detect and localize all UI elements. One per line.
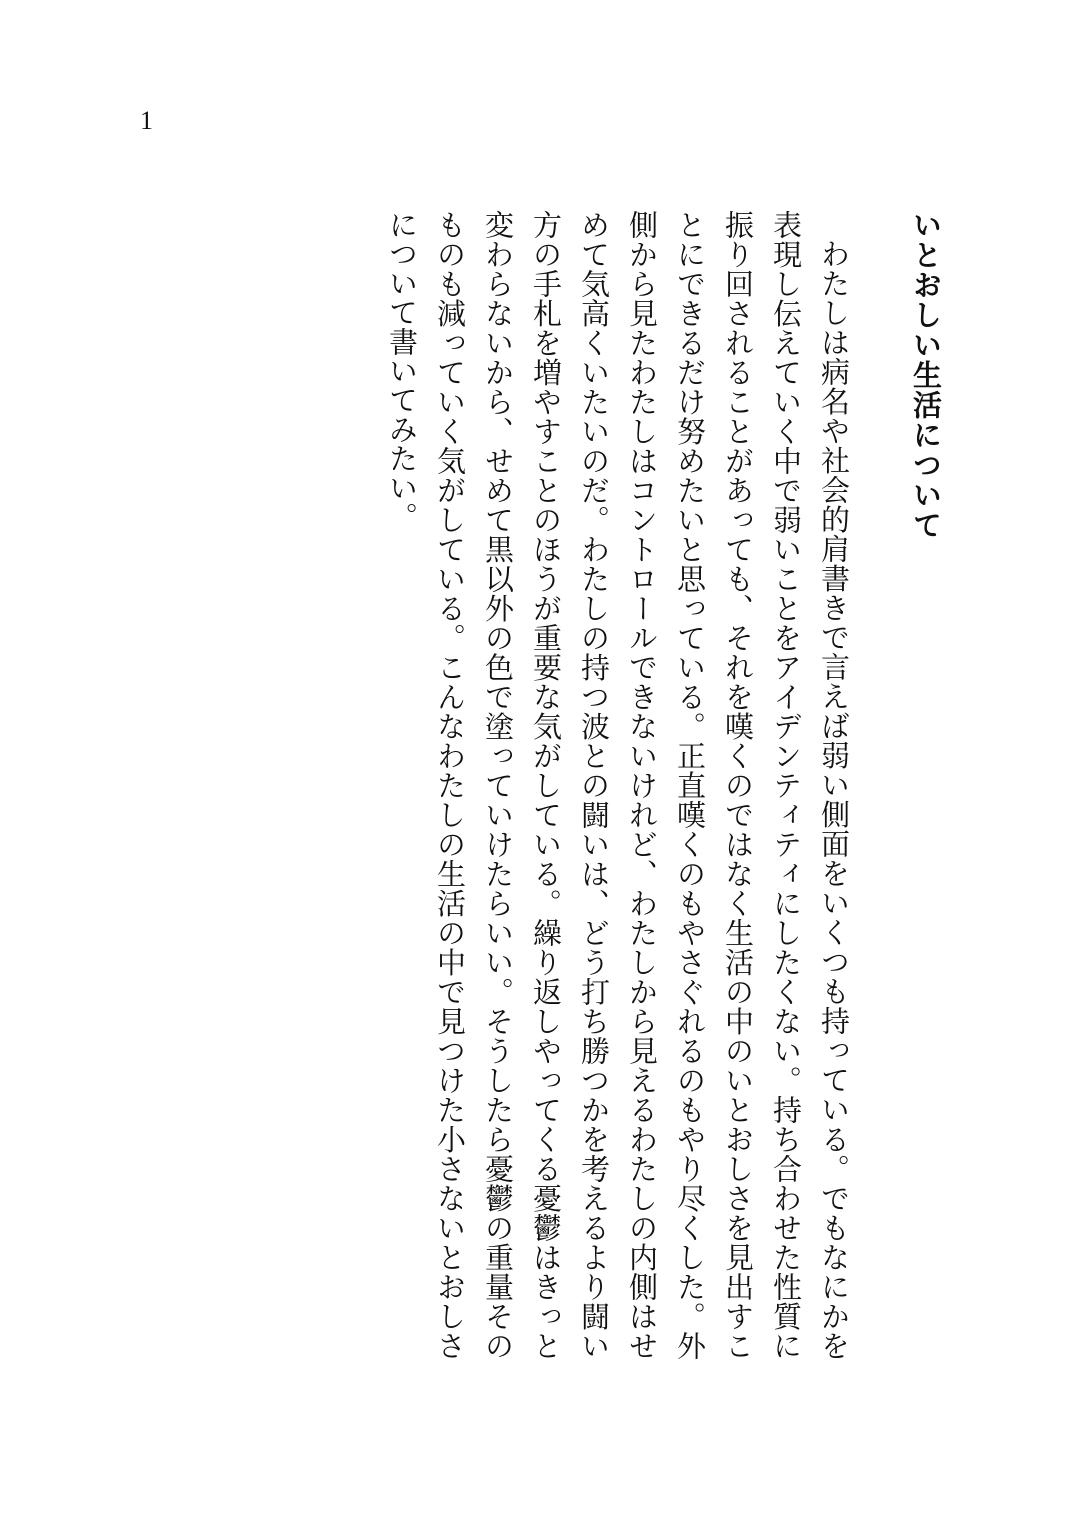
article-body: わたしは病名や社会的肩書きで言えば弱い側面をいくつも持っている。でもなにかを表現し伝えていく中で弱いことをアイデンティティにしたくない。持ち合わせた性質に振り回されることがあっても、それを嘆くのではなく生活の中のいとおしさを見出すことにできるだけ努めたいと思っている。正直嘆くのもやさぐれるのもやり尽くした。外側から見たわたしはコントロールできないけれど、わたしから見えるわたしの内側はせめて気高くいたいのだ。わたしの持つ波との闘いは、どう打ち勝つかを考えるより闘い方の手札を増やすことのほうが重要な気がしている。繰り返しやってくる憂鬱はきっと変わらないから、せめて黒以外の色で塗っていけたらいい。そうしたら憂鬱の重量そのものも減っていく気がしている。こんなわたしの生活の中で見つけた小さないとおしさについて書いてみたい。: [385, 210, 851, 1360]
article-title: いとおしい生活について: [909, 210, 943, 540]
page-number: 1: [140, 106, 153, 135]
article: [385, 210, 950, 1360]
